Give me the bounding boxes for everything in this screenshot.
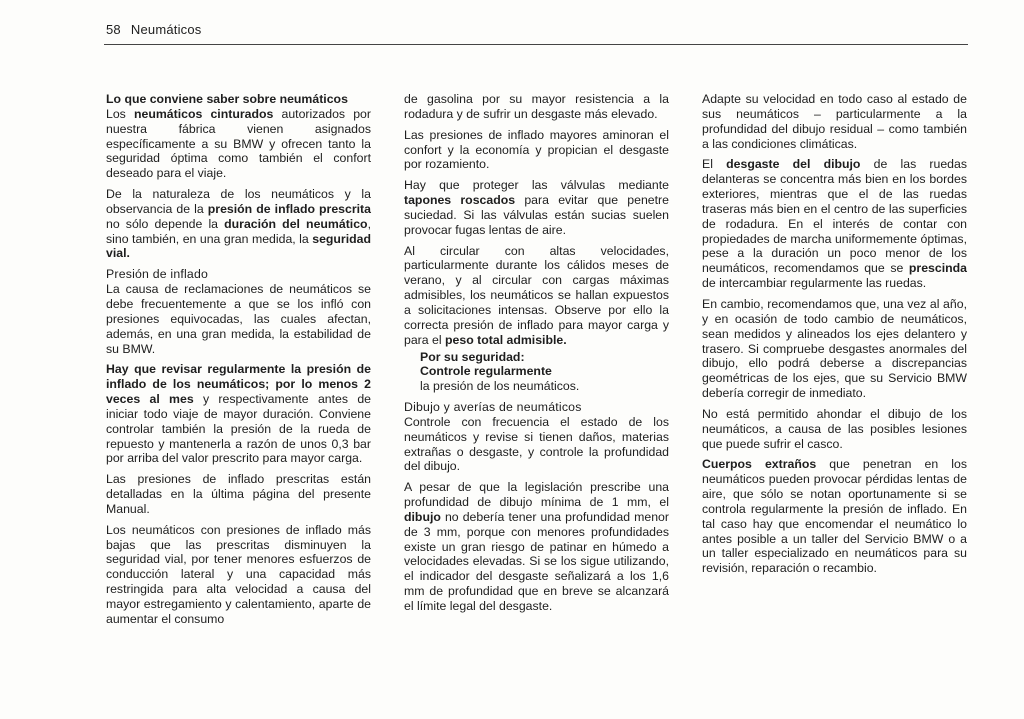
safety-note (404, 350, 669, 395)
bold-text: dibujo (404, 509, 441, 524)
paragraph-no-regrooving: No está permitido ahondar el dibujo de los neumáticos, a causa de las posibles lesiones que puede sufrir el casco. (702, 406, 967, 451)
text: Los (106, 106, 134, 121)
paragraph-pressure-table: Las presiones de inflado prescritas están detalladas en la última página del presente Manual. (106, 472, 371, 516)
column-1 (106, 92, 371, 627)
section-heading: Lo que conviene saber sobre neumáticos (106, 92, 348, 106)
paragraph-radial-tires (106, 107, 371, 181)
paragraph-adapt-speed: Adapte su velocidad en todo caso al estado de sus neumáticos – particularmente a la profundidad del dibujo residual – como también a las condiciones climáticas. (702, 92, 967, 151)
text: y respectivamente antes de iniciar todo viaje de mayor duración. Conviene controlar también la presión de la rueda de repuesto y mantenerla a razón de unos 0,3 bar por arriba del valor prescrito para mayor carga. (106, 392, 371, 466)
paragraph-high-pressure: Las presiones de inflado mayores aminoran el confort y la economía y propician el desgaste por rozamiento. (404, 127, 669, 172)
bold-text: tapones roscados (404, 193, 516, 208)
paragraph-pressure-importance (106, 187, 371, 261)
bold-text: seguridad vial. (106, 231, 371, 261)
paragraph-foreign-bodies (702, 457, 967, 576)
text: que penetran en los neumáticos pueden provocar pérdidas lentas de aire, que sólo se notan oportunamente si se controla regularmente la presión de inflado. En tal caso hay que encomendar el neumático lo antes posible a un taller del Servicio BMW o a un taller especializado en neumáticos para su revisión, reparación o recambio. (702, 457, 967, 576)
text: no sólo depende la (106, 216, 225, 231)
paragraph-low-pressure: Los neumáticos con presiones de inflado más bajas que las prescritas disminuyen la seguridad vial, por tener menores esfuerzos de conducción lateral y una capacidad más restringida para alta velocidad a causa del mayor estregamiento y calentamiento, aparte de aumentar el consumo (106, 522, 371, 626)
safety-note-line: Por su seguridad: (420, 349, 525, 364)
paragraph-tread-wear (702, 157, 967, 291)
safety-note-line: la presión de los neumáticos. (420, 379, 580, 394)
bold-text: desgaste del dibujo (726, 157, 861, 172)
text: de intercambiar regularmente las ruedas. (702, 276, 927, 291)
page-number: 58 (106, 22, 121, 37)
paragraph-valve-caps (404, 178, 669, 237)
text: De la naturaleza de los neumáticos y la observancia de la (106, 187, 371, 216)
column-3 (702, 92, 967, 576)
paragraph-high-speed (404, 244, 669, 348)
text: para evitar que penetre suciedad. Si las válvulas están sucias suelen provocar fugas lentas de aire. (404, 193, 669, 237)
paragraph-inspect-tires: Controle con frecuencia el estado de los neumáticos y revise si tienen daños, materias extrañas o desgaste, y controle la profundidad del dibujo. (404, 414, 669, 474)
section-title: Neumáticos (130, 22, 202, 37)
subheading-tread-damage: Dibujo y averías de neumáticos (404, 400, 582, 415)
bold-text: neumáticos cinturados (133, 106, 274, 121)
text: no debería tener una profundidad menor de 3 mm, porque con menores profundidades existe un gran riesgo de patinar en húmedo a velocidades elevadas. Si se los sigue utilizando, el indicador del desgaste señalizará a los 1,6 mm de profundidad que en breve se alcanzará el límite legal del desgaste. (404, 509, 669, 613)
text: , sino también, en una gran medida, la (106, 216, 371, 246)
paragraph-check-pressure (106, 362, 371, 466)
bold-text: Cuerpos extraños (702, 457, 817, 472)
bold-text: Hay que revisar regularmente la presión de inflado de los neumáticos; por lo menos 2 veces al mes (106, 362, 371, 407)
text: autorizados por nuestra fábrica vienen asignados específicamente a su BMW y ofrecen tanto la seguridad óptima como también el confort deseado para el viaje. (106, 106, 371, 181)
text: El (702, 157, 727, 172)
safety-note-line: Controle regularmente (420, 364, 552, 379)
text: Hay que proteger las válvulas mediante (404, 178, 669, 193)
bold-text: prescinda (908, 261, 967, 276)
header-rule (104, 44, 968, 45)
paragraph-tread-depth (404, 480, 669, 614)
bold-text: presión de inflado prescrita (207, 201, 371, 216)
text: de las ruedas delanteras se concentra más bien en los bordes exteriores, mientras que el de las ruedas traseras más bien en el centro de las superficies de rodadura. En el interés de contar con propiedades de marcha uniformemente óptimas, pese a la duración un poco menor de los neumáticos, recomendamos que se (702, 157, 967, 276)
text: Al circular con altas velocidades, particularmente durante los cálidos meses de verano, y al circular con cargas máximas admisibles, los neumáticos se hallan expuestos a solicitaciones intensas. Observe por ello la correcta presión de inflado para mayor carga y para el (404, 243, 669, 347)
text: A pesar de que la legislación prescribe una profundidad de dibujo mínima de 1 mm, el (404, 480, 669, 510)
paragraph-alignment: En cambio, recomendamos que, una vez al año, y en ocasión de todo cambio de neumáticos, sean medidos y alineados los ejes delantero y trasero. Si compruebe desgastes anormales del dibujo, ello podrá deberse a discrepancias geométricas de los ejes, que su Servicio BMW debería corregir de inmediato. (702, 296, 967, 401)
paragraph-complaints: La causa de reclamaciones de neumáticos se debe frecuentemente a que se los infló con presiones equivocadas, las cuales afectan, además, en una gran medida, la estabilidad de su BMW. (106, 282, 371, 356)
subheading-inflation-pressure: Presión de inflado (106, 267, 209, 282)
column-2 (404, 92, 669, 614)
paragraph-continued: de gasolina por su mayor resistencia a la rodadura y de sufrir un desgaste más elevado. (404, 92, 669, 121)
bold-text: duración del neumático (224, 216, 368, 231)
page-header (106, 22, 968, 37)
bold-text: peso total admisible. (445, 332, 567, 347)
